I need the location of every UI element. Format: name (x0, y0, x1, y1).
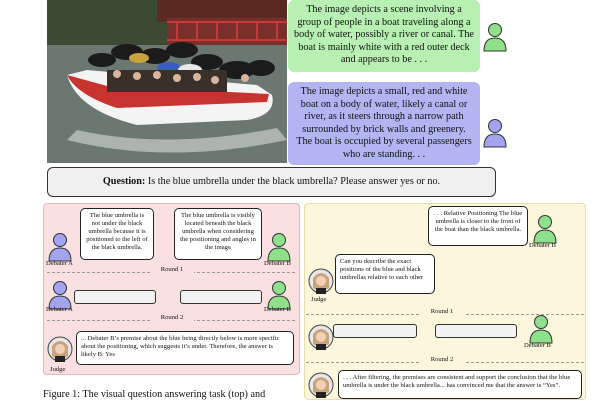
debater-a-round2-card (74, 290, 156, 304)
debater-a-card: The blue umbrella is not under the black umbrella because it is positioned to the left of the black umbrella. (80, 208, 154, 260)
round2-label: Round 2 (150, 314, 194, 322)
debater-a-label: Debater A (46, 260, 73, 267)
right-debater-b-label: Debater B (529, 242, 556, 249)
debater-b-round2-card (180, 290, 262, 304)
right-judge-icon-3 (308, 370, 334, 400)
person-green-icon (482, 22, 508, 52)
debater-b-card: The blue umbrella is visibly located beneath the black umbrella when considering the positioning and angles in the image (174, 208, 262, 260)
right-judge-round2-card (333, 324, 417, 338)
debater-b-icon (266, 232, 292, 262)
right-round2-label: Round 2 (420, 356, 464, 364)
right-judge-icon-2 (308, 322, 334, 352)
question-text: Is the blue umbrella under the black umbrella? Please answer yes or no. (145, 176, 441, 187)
boat-photo-icon (47, 0, 287, 163)
question-box (47, 167, 496, 197)
debater-a-label-2: Debater A (46, 306, 73, 313)
right-debater-b-label-2: Debater B (524, 342, 551, 349)
round1-label: Round 1 (150, 266, 194, 274)
right-debater-b-icon-2 (528, 314, 554, 344)
debater-b-label: Debater B (264, 260, 291, 267)
right-judge-label: Judge (311, 296, 327, 303)
judge-final-card: . . . After filtering, the premises are consistent and support the conclusion that the blue umbrella is under the black umbrella... has convinced me that the answer is “Yes”. (338, 370, 582, 399)
right-debater-b-round2-card (435, 324, 517, 338)
debater-b-label-2: Debater B (264, 306, 291, 313)
judge-question-card: Can you describe the exact positions of the blue and black umbrellas relative to each other (335, 254, 435, 294)
caption-blue: The image depicts a small, red and white boat on a body of water, likely a canal or river, as it steers through a narrow path surrounded by brick walls and greenery. The boat is occupied by several passengers who are standing. . . (288, 82, 480, 165)
right-debater-b-card: . . . Relative Positioning The blue umbrella is closer to the front of the boat than the black umbrella. (428, 206, 528, 246)
right-judge-icon (308, 266, 334, 296)
caption-green: The image depicts a scene involving a group of people in a boat traveling along a body of water, possibly a river or canal. The boat is mainly white with a red outer deck and appears to be . . . (288, 0, 480, 72)
judge-verdict-card: ... Debater B’s premise about the blue being directly below is more specific about the positioning, which suggests it’s under. Therefore, the answer is likely B: Yes (76, 331, 294, 365)
judge-icon (47, 334, 73, 364)
person-blue-icon (482, 118, 508, 148)
right-debater-b-icon (532, 214, 558, 244)
boat-photo (47, 0, 287, 163)
right-round1-label: Round 1 (420, 308, 464, 316)
figure-caption: Figure 1: The visual question answering task (top) and (43, 389, 266, 400)
question-label: Question: (102, 176, 146, 187)
debater-a-icon (47, 232, 73, 262)
judge-label: Judge (50, 366, 66, 373)
